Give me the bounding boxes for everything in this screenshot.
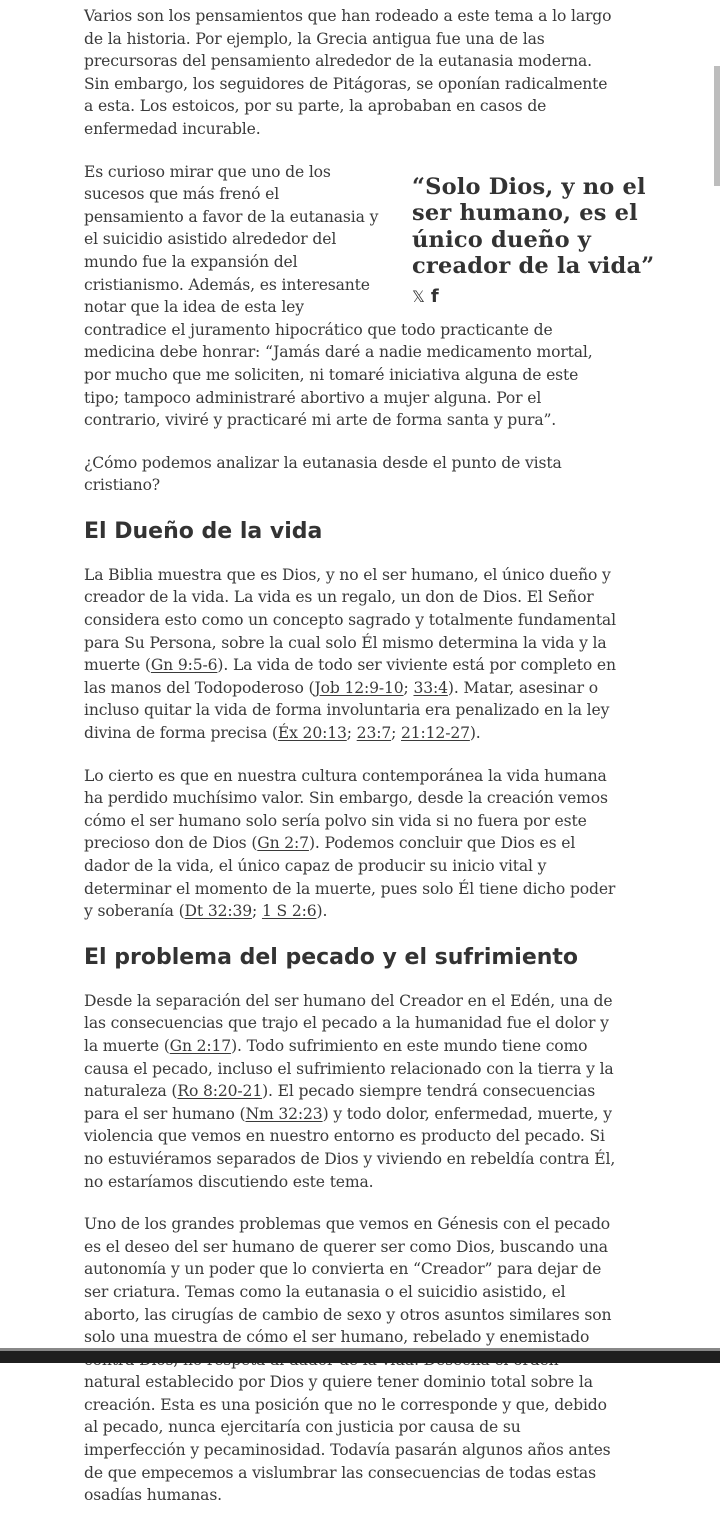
verse-link-dt-32-39[interactable]: Dt 32:39 xyxy=(184,902,253,921)
paragraph-question: ¿Cómo podemos analizar la eutanasia desde el punto de vista cristiano? xyxy=(84,453,562,495)
verse-link-gn-2-17[interactable]: Gn 2:17 xyxy=(169,1036,232,1055)
paragraph-history: Varios son los pensamientos que han rodeado a este tema a lo largo de la historia. Por ejemplo, la Grecia antigua fue una de las precursoras del pensamiento alrededor de la eutanasia moderna. Sin embargo, los seguidores de Pitágoras, se oponían radicalmente a esta. Los estoicos, por su parte, la aprobaban en casos de enfermedad incurable. xyxy=(84,7,612,138)
text-run: ). Podemos concluir que Dios es el dador de la vida, el único capaz de producir su inicio vital y determinar el momento de la muerte, pues solo Él tiene dicho poder y soberanía ( xyxy=(84,834,616,921)
verse-link-gn-9-5[interactable]: Gn 9:5-6 xyxy=(150,656,218,675)
verse-link-1s-2-6[interactable]: 1 S 2:6 xyxy=(261,902,317,921)
verse-link-gn-2-7[interactable]: Gn 2:7 xyxy=(257,834,309,853)
text-run: ; xyxy=(403,678,414,697)
paragraph-cultura xyxy=(84,765,616,923)
text-run: Lo cierto es que en nuestra cultura contemporánea la vida humana ha perdido muchísimo valor. Sin embargo, desde la creación vemos cómo el ser humano solo sería polvo sin vida si no fuera por este precioso don de Dios ( xyxy=(84,766,608,853)
pull-quote-text: “Solo Dios, y no el ser humano, es el único dueño y creador de la vida” xyxy=(412,173,655,280)
text-run: ; xyxy=(346,724,357,743)
text-run: ) y todo dolor, enfermedad, muerte, y violencia que vemos en nuestro entorno es producto del pecado. Si no estuviéramos separados de Dios y viviendo en rebeldía contra Él, no estaríamos discutiendo este tema. xyxy=(84,1104,616,1191)
verse-link-ex-20-13[interactable]: Éx 20:13 xyxy=(277,724,347,743)
paragraph-hippocratic: Es curioso mirar que uno de los sucesos que más frenó el pensamiento a favor de la eutanasia y el suicidio asistido alrededor del mundo fue la expansión del cristianismo. Además, es interesante notar que la idea de esta ley contradice el juramento hipocrático que todo practicante de medicina debe honrar: “Jamás daré a nadie medicamento mortal, por mucho que me soliciten, ni tomaré iniciativa alguna de este tipo; tampoco administraré abortivo a mujer alguna. Por el contrario, viviré y practicaré mi arte de forma santa y pura”. xyxy=(84,162,593,430)
facebook-share-icon[interactable]: f xyxy=(430,285,439,307)
text-run: ). xyxy=(469,724,481,743)
heading-problema-pecado: El problema del pecado y el sufrimiento xyxy=(84,944,579,970)
verse-link-job-33-4[interactable]: 33:4 xyxy=(413,678,448,697)
paragraph-eden xyxy=(84,990,616,1193)
text-run: ). El pecado siempre tendrá consecuencias para el ser humano ( xyxy=(84,1082,596,1123)
verse-link-ex-21-12[interactable]: 21:12-27 xyxy=(401,724,470,743)
text-run: ). La vida de todo ser viviente está por completo en las manos del Todopoderoso ( xyxy=(84,656,616,697)
text-run: ). Todo sufrimiento en este mundo tiene como causa el pecado, incluso el sufrimiento relacionado con la tierra y la naturaleza ( xyxy=(84,1036,614,1101)
pull-quote xyxy=(412,174,684,307)
text-run: ). xyxy=(316,902,328,921)
text-run: ; xyxy=(252,902,262,921)
text-run: La Biblia muestra que es Dios, y no el ser humano, el único dueño y creador de la vida. La vida es un regalo, un don de Dios. El Señor considera esto como un concepto sagrado y totalmente fundamental para Su Persona, sobre la cual solo Él mismo determina la vida y la muerte ( xyxy=(84,565,616,675)
verse-link-ro-8-20[interactable]: Ro 8:20-21 xyxy=(177,1082,263,1101)
text-run: Desde la separación del ser humano del Creador en el Edén, una de las consecuencias que trajo el pecado a la humanidad fue el dolor y la muerte ( xyxy=(84,991,613,1055)
text-run: ; xyxy=(391,724,402,743)
article-body xyxy=(84,5,655,1527)
paragraph-biblia xyxy=(84,564,616,745)
paragraph-genesis: Uno de los grandes problemas que vemos en Génesis con el pecado es el deseo del ser humano de querer ser como Dios, buscando una autonomía y un poder que lo convierta en “Creador” para dejar de ser criatura. Temas como la eutanasia o el suicidio asistido, el aborto, las cirugías de cambio de sexo y otros asuntos similares son solo una muestra de cómo el ser humano, rebelado y enemistado natural establecido por Dios y quiere tener dominio total sobre la creación. Esta es una posición que no le corresponde y que, debido al pecado, nunca ejercitaría con justicia por causa de su imperfección y pecaminosidad. Todavía pasarán algunos años antes de que empecemos a vislumbrar las consecuencias de todas estas osadías humanas. xyxy=(84,1215,612,1505)
text-run: ). Matar, asesinar o incluso quitar la vida de forma involuntaria era penalizado en la ley divina de forma precisa ( xyxy=(84,678,610,743)
scrollbar-thumb[interactable] xyxy=(714,66,720,186)
heading-dueno-de-la-vida: El Dueño de la vida xyxy=(84,518,323,544)
share-buttons xyxy=(412,286,684,307)
bottom-bar xyxy=(0,1348,720,1363)
verse-link-nm-32-23[interactable]: Nm 32:23 xyxy=(245,1104,323,1123)
x-share-icon[interactable]: 𝕏 xyxy=(412,286,425,306)
verse-link-ex-23-7[interactable]: 23:7 xyxy=(356,724,392,743)
verse-link-job-12-9[interactable]: Job 12:9-10 xyxy=(314,678,404,697)
